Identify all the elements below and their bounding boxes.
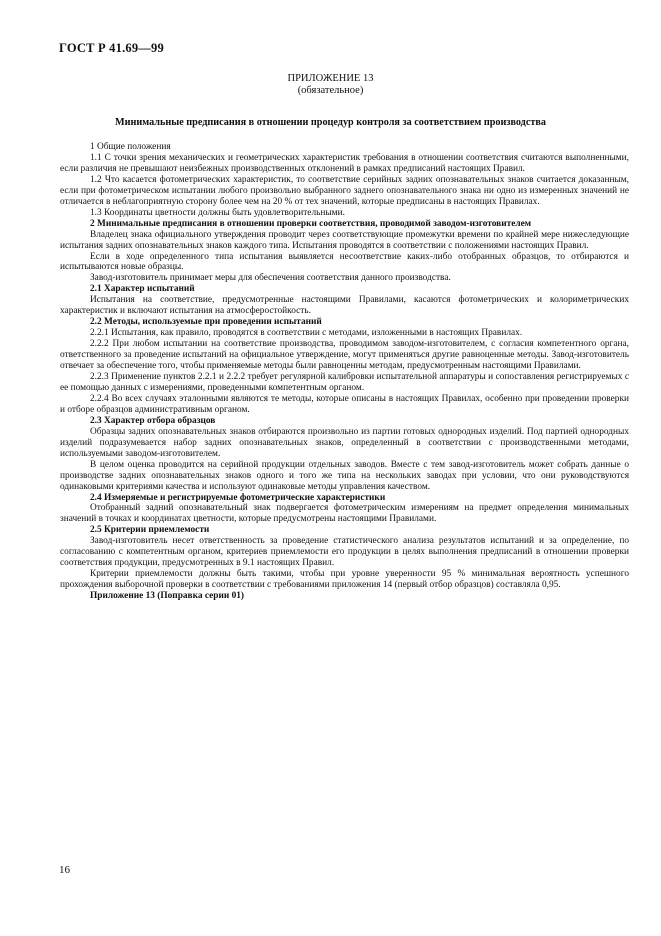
section-heading-general: 1 Общие положения [90,142,171,152]
paragraph: 2.2.4 Во всех случаях эталонными являются те методы, которые описаны в настоящих Правилах, особенно при проведении проверки и отборе образцов административным органом. [60,393,629,415]
paragraph: Критерии приемлемости должны быть такими, чтобы при уровне уверенности 95 % минимальная вероятность успешного прохождения выборочной проверки в соответствии с требованиями приложения 14 (первый отбор образцов) составляла 0,95. [60,569,629,591]
paragraph: Владелец знака официального утверждения проводит через соответствующие промежутки времени по крайней мере нижеследующие испытания задних опознавательных знаков каждого типа. Испытания проводятся в соответствии с положениями настоящих Правил. [60,229,629,251]
paragraph: 1.2 Что касается фотометрических характеристик, то соответствие серийных задних опознавательных знаков считается доказанным, если при фотометрическом испытании любого произвольно выбранного заднего опознавательного знака ни одно из измеренных значений не отличается в неблагоприятную сторону более чем на 20 % от тех значений, которые предписаны в настоящих Правилах. [60,174,629,207]
paragraph: 2.2.2 При любом испытании на соответствие производства, проводимом заводом-изготовителем, с согласия компетентного органа, ответственного за проведение испытаний на официальное утверждение, могут применяться другие равноценные методы. Завод-изготовитель отвечает за обеспечение того, чтобы применяемые методы были равноценны методам, предусмотренным настоящими Правилами. [60,339,629,372]
paragraph: 2.2.3 Применение пунктов 2.2.1 и 2.2.2 требует регулярной калибровки испытательной аппаратуры и сопоставления регистрируемых с ее помощью данных с измерениями, проведенными компетентным органом. [60,372,629,393]
section-heading: 2 Минимальные предписания в отношении проверки соответствия, проводимой заводом-изготовителем [90,218,532,229]
subsection-heading: 2.2 Методы, используемые при проведении испытаний [90,317,322,328]
paragraph: 2.2.1 Испытания, как правило, проводятся в соответствии с методами, изложенными в настоящих Правилах. [90,328,523,339]
paragraph: В целом оценка проводится на серийной продукции отдельных заводов. Вместе с тем завод-изготовитель может собрать данные о производстве задних опознавательных знаков одного и того же типа на нескольких заводах при условии, что они руководствуются одинаковыми критериями качества и используют одинаковые методы управления качеством. [60,459,629,492]
body-text [60,142,629,602]
subsection-heading: 2.1 Характер испытаний [90,284,195,295]
paragraph: Если в ходе определенного типа испытания выявляется несоответствие каких-либо отобранных образцов, то отбираются и испытываются новые образцы. [60,251,629,273]
paragraph: Испытания на соответствие, предусмотренные настоящими Правилами, касаются фотометрических и колориметрических характеристик и включают испытания на атмосферостойкость. [60,295,629,317]
paragraph: Завод-изготовитель принимает меры для обеспечения соответствия данного производства. [90,273,451,284]
amendment-note: Приложение 13 (Поправка серии 01) [90,591,245,602]
subsection-heading: 2.5 Критерии приемлемости [90,525,210,536]
appendix-heading [0,73,661,97]
document-code: ГОСТ Р 41.69—99 [59,41,164,55]
appendix-subtitle: (обязательное) [297,85,364,96]
paragraph: Образцы задних опознавательных знаков отбираются произвольно из партии готовых однородных изделий. Под партией однородных изделий подразумевается набор задних опознавательных знаков, определенный в соответствии с производственными методами, используемыми заводом-изготовителем. [60,426,629,459]
paragraph: 1.1 С точки зрения механических и геометрических характеристик требования в отношении соответствия считаются выполненными, если различия не превышают неизбежных производственных отклонений в рамках предписаний настоящих Правил. [60,152,629,174]
paragraph: Отобранный задний опознавательный знак подвергается фотометрическим измерениям на предмет определения минимальных значений в точках и координатах цветности, которые предусмотрены настоящими Правилами. [60,503,629,525]
paragraph: 1.3 Координаты цветности должны быть удовлетворительными. [90,207,345,218]
page-number: 16 [59,864,70,876]
appendix-title: ПРИЛОЖЕНИЕ 13 [287,73,374,84]
subsection-heading: 2.3 Характер отбора образцов [90,415,216,426]
document-title: Минимальные предписания в отношении процедур контроля за соответствием производства [115,117,546,128]
paragraph: Завод-изготовитель несет ответственность за проведение статистического анализа результатов испытаний и за определение, по согласованию с компетентным органом, критериев приемлемости его продукции в целях выполнения предписаний в отношении проверки соответствия продукции, предусмотренных в 9.1 настоящих Правил. [60,536,629,569]
subsection-heading: 2.4 Измеряемые и регистрируемые фотометрические характеристики [90,492,386,503]
